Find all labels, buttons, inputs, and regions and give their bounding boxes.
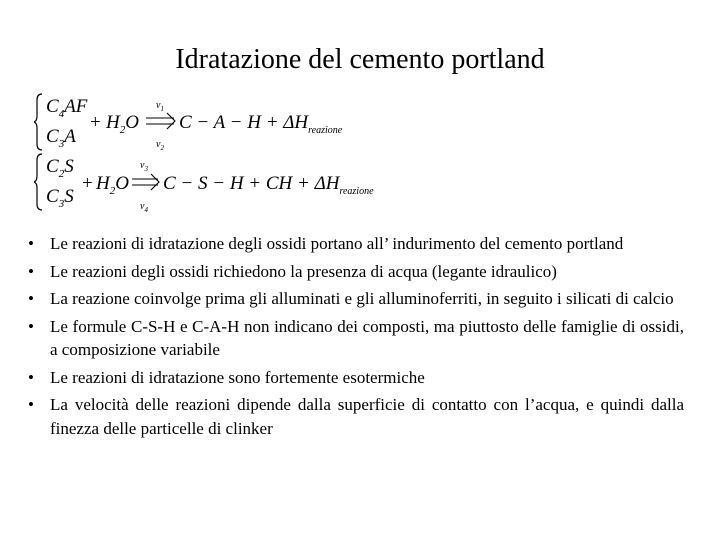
- plus-sign: +: [90, 112, 101, 133]
- reactant-c4af: $C_4AF$: [46, 96, 88, 120]
- reactant-c3s: $C_3S$: [46, 186, 74, 210]
- bullet-list: [26, 232, 684, 444]
- water-h2o: $H_2O$: [96, 173, 129, 197]
- brace-icon: [34, 94, 42, 150]
- product-csh: C − S − H + CH + $\Delta H_{reazione}$: [163, 173, 374, 197]
- brace-icon: [34, 154, 42, 210]
- rate-v4: $v_4$: [140, 201, 148, 214]
- reaction-1: [34, 94, 343, 152]
- slide-title: Idratazione del cemento portland: [175, 44, 545, 75]
- plus-sign: +: [82, 173, 93, 194]
- rate-v3: $v_3$: [140, 160, 148, 173]
- reaction-2: [34, 154, 374, 214]
- reactant-c2s: $C_2S$: [46, 156, 74, 180]
- equilibrium-arrows-icon: [132, 174, 159, 190]
- bullet-item: • Le reazioni degli ossidi richiedono la presenza di acqua (legante idraulico): [26, 260, 684, 284]
- bullet-item: • Le reazioni di idratazione degli ossidi portano all’ indurimento del cemento portland: [26, 232, 684, 256]
- rate-v1: $v_1$: [156, 100, 164, 113]
- water-h2o: $H_2O$: [106, 112, 139, 136]
- bullet-item: • Le formule C-S-H e C-A-H non indicano dei composti, ma piuttosto delle famiglie di ossidi, a composizione variabile: [26, 315, 684, 362]
- equilibrium-arrows-icon: [146, 113, 175, 129]
- rate-v2: $v_2$: [156, 139, 164, 152]
- product-cah: $C - A - H + \Delta H_{reazione}$: [179, 112, 343, 136]
- bullet-item: • Le reazioni di idratazione sono fortemente esotermiche: [26, 366, 684, 390]
- hydration-reactions: [34, 88, 374, 216]
- reactant-c3a: $C_3A$: [46, 126, 76, 150]
- bullet-item: • La velocità delle reazioni dipende dalla superficie di contatto con l’acqua, e quindi dalla finezza delle particelle di clinker: [26, 393, 684, 440]
- bullet-item: • La reazione coinvolge prima gli alluminati e gli alluminoferriti, in seguito i silicati di calcio: [26, 287, 684, 311]
